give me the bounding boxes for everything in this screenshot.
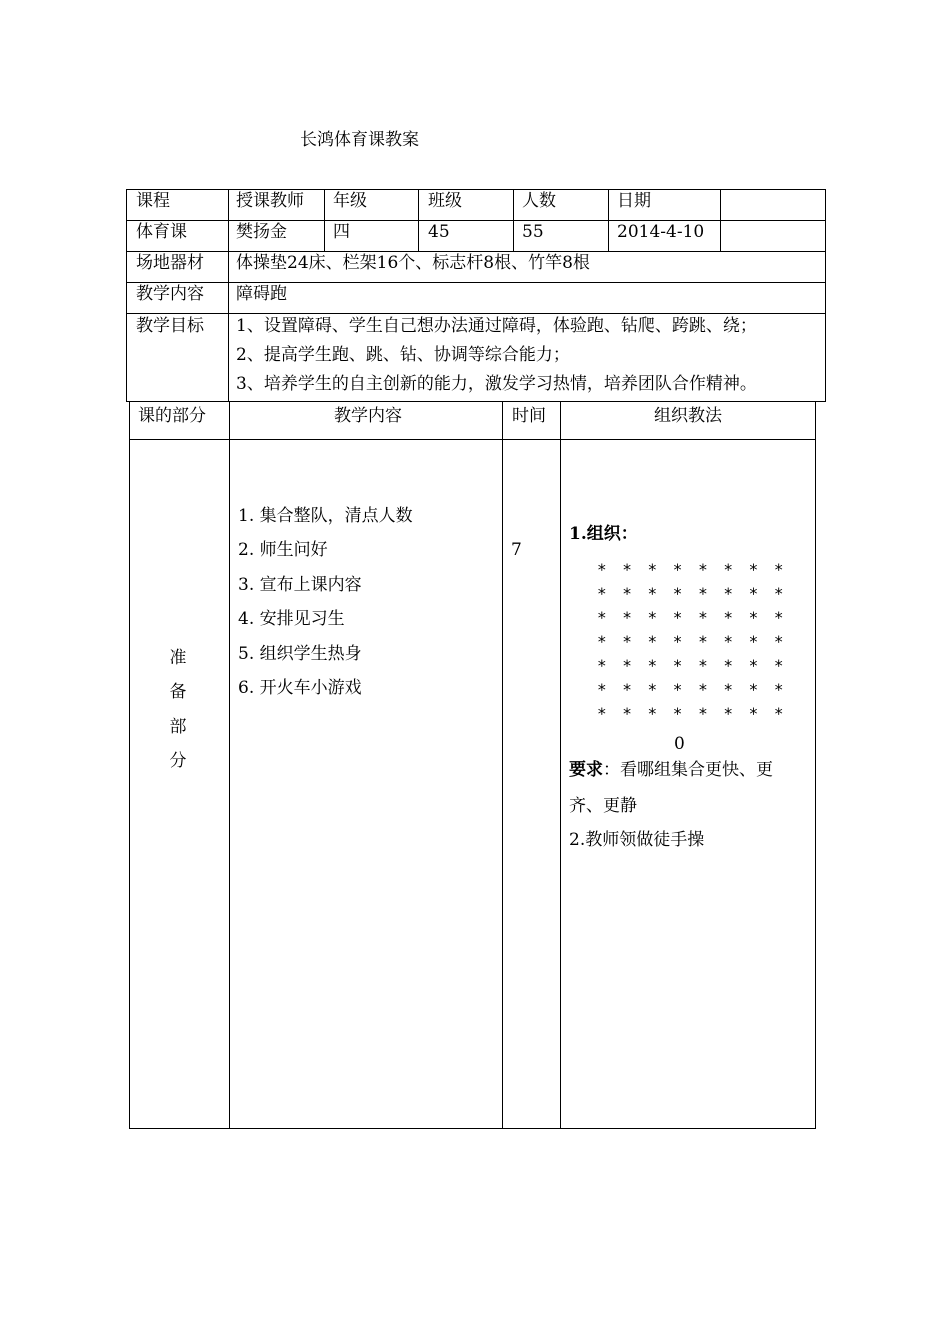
org-label: 1.组织：: [569, 524, 638, 544]
lesson-header-part: 课的部分: [138, 406, 206, 426]
value-count: 55: [522, 222, 544, 242]
content-list-item: 2. 师生问好: [238, 540, 328, 560]
value-grade: 四: [333, 222, 350, 242]
header-cell-date: 日期: [617, 191, 651, 211]
value-class: 45: [428, 222, 450, 242]
requirement-line: [569, 759, 773, 781]
value-date: 2014-4-10: [617, 222, 705, 242]
content-list-item: 1. 集合整队，清点人数: [238, 506, 413, 526]
venue-value: 体操垫24床、栏架16个、标志杆8根、竹竿8根: [236, 253, 590, 273]
lesson-header-content: 教学内容: [334, 406, 402, 426]
student-row: * * * * * * * *: [597, 680, 787, 699]
lesson-header-method: 组织教法: [654, 406, 722, 426]
section-label-char: 分: [169, 751, 187, 771]
goal-2: 2、提高学生跑、跳、钻、协调等综合能力；: [236, 345, 570, 365]
student-row: * * * * * * * *: [597, 608, 787, 627]
content-list-item: 6. 开火车小游戏: [238, 678, 362, 698]
goal-1: 1、设置障碍、学生自己想办法通过障碍，体验跑、钻爬、跨跳、绕；: [236, 316, 757, 336]
header-cell-teacher: 授课教师: [236, 191, 304, 211]
section-label-char: 部: [169, 717, 187, 737]
content-list-item: 4. 安排见习生: [238, 609, 345, 629]
teacher-position: 0: [674, 734, 685, 754]
section-label-char: 备: [169, 682, 187, 702]
value-teacher: 樊扬金: [236, 222, 287, 242]
document-title: 长鸿体育课教案: [300, 130, 419, 150]
requirement-text-cont: 齐、更静: [569, 796, 637, 816]
goal-3: 3、培养学生的自主创新的能力，激发学习热情，培养团队合作精神。: [236, 374, 757, 394]
content-value: 障碍跑: [236, 284, 287, 304]
student-row: * * * * * * * *: [597, 632, 787, 651]
header-cell-count: 人数: [522, 191, 556, 211]
content-list-item: 3. 宣布上课内容: [238, 575, 362, 595]
value-course: 体育课: [136, 222, 187, 242]
content-label: 教学内容: [136, 284, 204, 304]
lesson-header-time: 时间: [512, 406, 546, 426]
student-row: * * * * * * * *: [597, 584, 787, 603]
step-2: 2.教师领做徒手操: [569, 830, 705, 850]
student-row: * * * * * * * *: [597, 704, 787, 723]
goals-label: 教学目标: [136, 316, 204, 336]
section-label-char: 准: [169, 648, 187, 668]
requirement-text: ：看哪组集合更快、更: [603, 760, 773, 780]
student-row: * * * * * * * *: [597, 560, 787, 579]
requirement-label: 要求: [569, 760, 603, 780]
header-cell-course: 课程: [136, 191, 170, 211]
time-value: 7: [511, 540, 522, 560]
venue-label: 场地器材: [136, 253, 204, 273]
header-cell-class: 班级: [428, 191, 462, 211]
student-row: * * * * * * * *: [597, 656, 787, 675]
header-cell-grade: 年级: [333, 191, 367, 211]
content-list-item: 5. 组织学生热身: [238, 644, 362, 664]
